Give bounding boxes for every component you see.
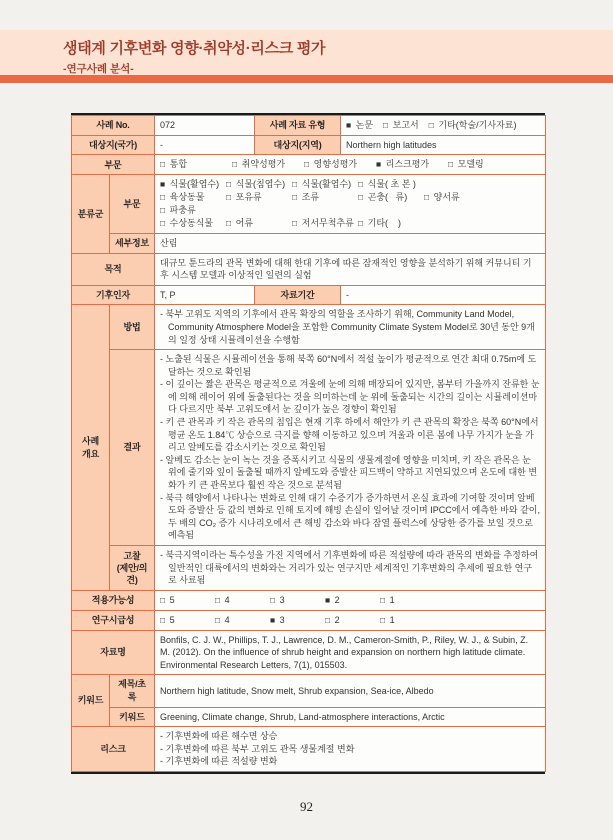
checkbox-option: □ 육상동물 [160, 192, 205, 203]
bullet-item: - 북부 고위도 지역의 기후에서 관목 확장의 역할을 조사하기 위해, Community Land Model, Community Atmosphere Model을 포함한 Community Climate System Model로 30년 동안 9개의 일정 상태 시뮬레이션을 수행함 [160, 309, 535, 345]
table-row [72, 155, 546, 175]
checkbox-unchecked-icon: □ [358, 192, 364, 203]
target-country-label: 대상지(국가) [72, 135, 155, 155]
checkbox-unchecked-icon: □ [448, 159, 454, 170]
taxon-detail-value: 산림 [155, 233, 546, 253]
checkbox-unchecked-icon: □ [215, 594, 221, 605]
overview-label: 사례 개요 [72, 305, 110, 590]
checkbox-option: □ 취약성평가 [232, 159, 286, 170]
checkbox-option: □ 1 [380, 594, 395, 605]
risk-value [155, 727, 546, 772]
keyword-label: 키워드 [110, 707, 155, 727]
checkbox-option: □ 식물(활엽수) [292, 179, 352, 190]
checkbox-unchecked-icon: □ [292, 179, 298, 190]
table-row [72, 253, 546, 285]
keywords-label: 키워드 [72, 675, 110, 727]
applicability-options [155, 590, 546, 610]
checkbox-option: □ 2 [325, 614, 340, 625]
target-region-value: Northern high latitudes [341, 135, 546, 155]
climate-factor-label: 기후인자 [72, 285, 155, 305]
table-row [72, 546, 546, 591]
checkbox-option: □ 식물( 초 본 ) [358, 179, 416, 190]
checkbox-option: □ 보고서 [383, 120, 419, 130]
checkbox-option: □ 기타(학술/기사자료) [428, 120, 517, 130]
header-accent-bar [0, 75, 613, 83]
case-type-label: 사례 자료 유형 [255, 116, 341, 136]
table-row [72, 630, 546, 675]
checkbox-unchecked-icon: □ [380, 594, 386, 605]
table-row [72, 285, 546, 305]
bullet-item: - 이 깊이는 짧은 관목은 평균적으로 겨울에 눈에 의해 매장되어 있지만, 봄부터 가을까지 잔류한 눈에 의해 레이어 위에 돌출된다는 것을 의미하는데 눈 위에 돌출되는 시간의 길이는 시뮬레이션마다 다르지만 북부 고위도에서 눈 깊이가 높은 경향이 확인됨 [160, 379, 540, 415]
bullet-item: - 노출된 식물은 시뮬레이션을 통해 북쪽 60°N에서 적설 높이가 평균적으로 연간 최대 0.75m에 도달하는 것으로 확인됨 [160, 354, 537, 377]
target-country-value: - [155, 135, 255, 155]
keyword-value: Greening, Climate change, Shrub, Land-atmosphere interactions, Arctic [155, 707, 546, 727]
checkbox-checked-icon: ■ [376, 159, 382, 170]
checkbox-unchecked-icon: □ [215, 614, 221, 625]
checkbox-unchecked-icon: □ [383, 120, 389, 130]
case-report-table [71, 113, 545, 774]
checkbox-unchecked-icon: □ [226, 192, 232, 203]
title-abstract-label: 제목/초록 [110, 675, 155, 707]
table-row [72, 175, 546, 234]
checkbox-option: □ 포유류 [226, 192, 262, 203]
table-row [72, 727, 546, 772]
source-label: 자료명 [72, 630, 155, 675]
bullet-item: - 기후변화에 따른 북부 고위도 관목 생물계절 변화 [160, 743, 355, 754]
case-type-options [341, 116, 546, 136]
bullet-item: - 기후변화에 따른 적설량 변화 [160, 756, 278, 767]
checkbox-unchecked-icon: □ [358, 218, 364, 229]
page-title: 생태계 기후변화 영향·취약성·리스크 평가 [63, 40, 326, 57]
sector-label: 부문 [72, 155, 155, 175]
checkbox-unchecked-icon: □ [160, 205, 166, 216]
checkbox-option: □ 식물(침엽수) [226, 179, 286, 190]
case-no-value: 072 [155, 116, 255, 136]
title-abstract-value: Northern high latitude, Snow melt, Shrub expansion, Sea-ice, Albedo [155, 675, 546, 707]
bullet-item: - 키 큰 관목과 키 작은 관목의 침입은 현재 기후 하에서 해안가 키 큰 관목의 확장은 북쪽 60°N에서 평균 온도 1.84℃ 상승으로 극지를 향해 이동하고 있으며 겨울과 이른 봄에 나무 가지가 눈을 가리고 알베도를 감소시키는 것으로 확인됨 [160, 417, 539, 453]
source-value: Bonfils, C. J. W., Phillips, T. J., Lawrence, D. M., Cameron-Smith, P., Riley, W. J., & Subin, Z. M. (2012). On the influence of shrub height and expansion on northern high latitude climate. Environmental Research Letters, 7(1), 015503. [155, 630, 546, 675]
urgency-options [155, 610, 546, 630]
table-row [72, 610, 546, 630]
checkbox-option: □ 영향성평가 [304, 159, 358, 170]
table-row [72, 590, 546, 610]
checkbox-checked-icon: ■ [270, 614, 276, 625]
bullet-item: - 알베도 감소는 눈이 녹는 것을 증폭시키고 식물의 생물계절에 영향을 미치며, 키 작은 관목은 눈 위에 줄기와 잎이 돌출될 때까지 알베도와 증발산 피드백이 약하고 지연되었으며 온도에 대한 변화가 키 큰 관목보다 훨씬 작은 것으로 분석됨 [160, 454, 538, 491]
checkbox-option: □ 곤충( 류) [358, 192, 408, 203]
climate-factor-value: T, P [155, 285, 255, 305]
checkbox-checked-icon: ■ [160, 179, 166, 190]
applicability-label: 적용가능성 [72, 590, 155, 610]
checkbox-unchecked-icon: □ [226, 218, 232, 229]
checkbox-option: □ 수상동식물 [160, 218, 214, 229]
checkbox-option: □ 4 [215, 594, 230, 605]
case-no-label: 사례 No. [72, 116, 155, 136]
table-row [72, 350, 546, 546]
checkbox-unchecked-icon: □ [160, 614, 166, 625]
checkbox-option: □ 양서류 [424, 192, 460, 203]
checkbox-option: □ 5 [160, 594, 175, 605]
checkbox-option: □ 모델링 [448, 159, 484, 170]
checkbox-unchecked-icon: □ [428, 120, 434, 130]
checkbox-option: □ 통합 [160, 159, 188, 170]
checkbox-option: □ 파충류 [160, 205, 196, 216]
checkbox-option: □ 저서무척추류 [292, 218, 354, 229]
data-period-value: - [341, 285, 546, 305]
table-row [72, 675, 546, 707]
checkbox-unchecked-icon: □ [424, 192, 430, 203]
bullet-item: - 기후변화에 따른 해수면 상승 [160, 731, 278, 742]
checkbox-unchecked-icon: □ [358, 179, 364, 190]
taxon-options [155, 175, 546, 234]
checkbox-option: □ 5 [160, 614, 175, 625]
checkbox-unchecked-icon: □ [160, 159, 166, 170]
method-value [155, 305, 546, 350]
data-period-label: 자료기간 [255, 285, 341, 305]
checkbox-unchecked-icon: □ [325, 614, 331, 625]
page-number: 92 [300, 799, 313, 814]
checkbox-option: □ 3 [270, 594, 285, 605]
checkbox-unchecked-icon: □ [232, 159, 238, 170]
checkbox-checked-icon: ■ [325, 594, 331, 605]
urgency-label: 연구시급성 [72, 610, 155, 630]
checkbox-option: ■ 리스크평가 [376, 159, 430, 170]
table-row [72, 116, 546, 136]
taxon-detail-label: 세부정보 [110, 233, 155, 253]
checkbox-unchecked-icon: □ [304, 159, 310, 170]
checkbox-unchecked-icon: □ [292, 192, 298, 203]
checkbox-unchecked-icon: □ [160, 218, 166, 229]
checkbox-option: □ 기타( ) [358, 218, 402, 229]
bullet-item: - 북극지역이라는 특수성을 가진 지역에서 기후변화에 따른 적설량에 따라 관목의 변화를 추정하여 일반적인 대륙에서의 변화와는 거리가 있는 연구지만 세계적인 기후변화의 추세에 필요한 연구로 사료됨 [160, 550, 539, 586]
review-label: 고찰 (제안/의견) [110, 546, 155, 591]
checkbox-option: □ 어류 [226, 218, 254, 229]
checkbox-option: ■ 논문 [346, 120, 374, 130]
bullet-item: - 북극 해양에서 나타나는 변화로 인해 대기 수증기가 증가하면서 온실 효과에 기여할 것이며 알베도와 증발산 등 값의 변화로 인해 토지에 해빙 손실이 일어날 것이며 IPCC에서 예측한 바와 같이, 두 배의 CO₂ 증가 시나리오에서 큰 해빙 감소와 바다 잠열 플럭스에 상당한 증가를 보일 것으로 예측됨 [160, 492, 540, 541]
taxon-sub-label: 부문 [110, 175, 155, 234]
header-band [0, 30, 613, 75]
table-row [72, 135, 546, 155]
result-label: 결과 [110, 350, 155, 546]
taxon-label: 분류군 [72, 175, 110, 253]
page-subtitle: -연구사례 분석- [63, 63, 134, 75]
checkbox-option: □ 조류 [292, 192, 320, 203]
checkbox-option: ■ 식물(활엽수) [160, 179, 220, 190]
checkbox-option: ■ 3 [270, 614, 285, 625]
checkbox-option: ■ 2 [325, 594, 340, 605]
table-row [72, 233, 546, 253]
checkbox-unchecked-icon: □ [160, 192, 166, 203]
risk-label: 리스크 [72, 727, 155, 772]
table-row [72, 305, 546, 350]
review-value [155, 546, 546, 591]
checkbox-option: □ 4 [215, 614, 230, 625]
checkbox-unchecked-icon: □ [160, 594, 166, 605]
checkbox-option: □ 1 [380, 614, 395, 625]
checkbox-checked-icon: ■ [346, 120, 352, 130]
target-region-label: 대상지(지역) [255, 135, 341, 155]
purpose-value: 대규모 툰드라의 관목 변화에 대해 한대 기후에 따른 잠재적인 영향을 분석하기 위해 커뮤니티 기후 시스템 모델과 이상적인 일련의 실험 [155, 253, 546, 285]
checkbox-unchecked-icon: □ [292, 218, 298, 229]
result-value [155, 350, 546, 546]
checkbox-unchecked-icon: □ [380, 614, 386, 625]
method-label: 방법 [110, 305, 155, 350]
checkbox-unchecked-icon: □ [270, 594, 276, 605]
checkbox-unchecked-icon: □ [226, 179, 232, 190]
sector-options [155, 155, 546, 175]
table-row [72, 707, 546, 727]
purpose-label: 목적 [72, 253, 155, 285]
